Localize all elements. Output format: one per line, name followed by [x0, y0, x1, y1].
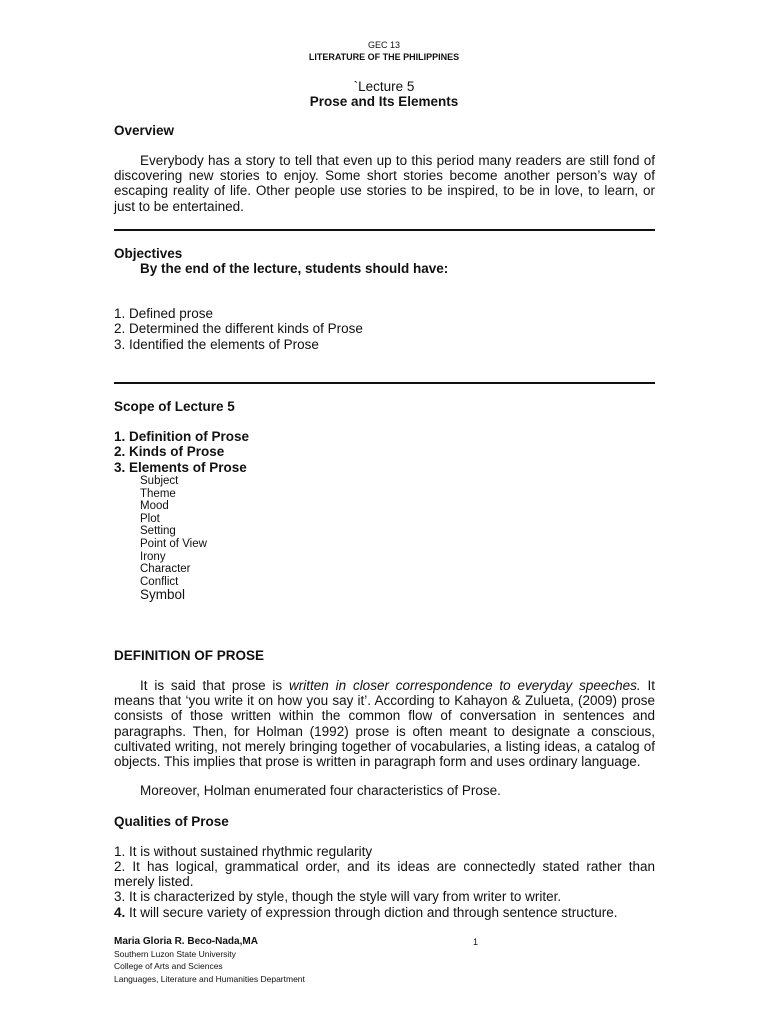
list-item-symbol: Symbol — [140, 587, 186, 602]
list-item: 3. Elements of Prose — [114, 459, 247, 475]
quality-1: 1. It is without sustained rhythmic regularity — [114, 844, 373, 859]
list-item: Theme — [140, 487, 176, 500]
definition-paragraph — [114, 678, 655, 769]
footer-line: College of Arts and Sciences — [114, 961, 223, 972]
footer-line: Southern Luzon State University — [114, 949, 236, 959]
definition-paragraph-2: Moreover, Holman enumerated four characteristics of Prose. — [140, 783, 501, 798]
footer-author: Maria Gloria R. Beco-Nada,MA — [114, 936, 258, 947]
definition-text-start: It is said that prose is — [140, 678, 290, 693]
list-item: Plot — [140, 512, 160, 525]
scope-list — [114, 429, 249, 475]
course-code: GEC 13 — [367, 40, 400, 50]
quality-3: 3. It is characterized by style, though the style will vary from writer to writer. — [114, 889, 562, 904]
divider — [114, 382, 655, 384]
list-item: 2. Kinds of Prose — [114, 444, 225, 460]
page-number: 1 — [473, 937, 479, 947]
objectives-intro: By the end of the lecture, students should have: — [140, 261, 449, 276]
list-item: 1. Defined prose — [114, 306, 214, 321]
overview-heading: Overview — [114, 123, 175, 138]
list-item: 3. Identified the elements of Prose — [114, 336, 319, 352]
divider — [114, 229, 655, 231]
objectives-heading: Objectives — [114, 246, 183, 261]
list-item: Mood — [140, 500, 169, 513]
list-item: Point of View — [140, 537, 207, 550]
list-item: Character — [140, 563, 191, 576]
list-item: Setting — [140, 525, 176, 538]
overview-paragraph: Everybody has a story to tell that even up to this period many readers are still fond of discovering new stories to enjoy. Some short stories become another person’s way of escaping reality of life. Other people use stories to be inspired, to be in love, to learn, or just to be entertained. — [114, 153, 655, 214]
definition-text-rest: It means that ‘you write it on how you say it’. According to Kahayon & Zulueta, (2009) prose consists of those written within the common flow of conversation in sentences and paragraphs. Then, for Holman (1992) prose is often meant to designate a conscious, cultivated writing, not merely bringing together of vocabularies, a listing ideas, a catalog of objects. This implies that prose is written in paragraph form and uses ordinary language. — [114, 678, 655, 770]
footer-institution — [114, 948, 305, 985]
qualities-heading: Qualities of Prose — [114, 814, 229, 829]
objectives-list — [114, 306, 363, 352]
course-title: LITERATURE OF THE PHILIPPINES — [308, 52, 460, 62]
definition-italic-text: written in closer correspondence to everyday speeches. — [289, 678, 641, 693]
page-title: Prose and Its Elements — [309, 94, 459, 109]
footer-line: Languages, Literature and Humanities Department — [114, 973, 305, 984]
quality-4-number: 4. — [114, 905, 126, 920]
list-item: Conflict — [140, 575, 179, 588]
list-item: 2. Determined the different kinds of Prose — [114, 321, 363, 337]
definition-heading: DEFINITION OF PROSE — [114, 648, 265, 663]
quality-2: 2. It has logical, grammatical order, and its ideas are connectedly stated rather than merely listed. — [114, 859, 655, 890]
elements-list — [140, 475, 207, 588]
lecture-number: `Lecture 5 — [353, 79, 415, 94]
quality-4-text: It will secure variety of expression through diction and through sentence structure. — [125, 905, 618, 920]
list-item: Irony — [140, 550, 166, 563]
quality-4 — [114, 905, 655, 920]
list-item: 1. Definition of Prose — [114, 429, 250, 444]
scope-heading: Scope of Lecture 5 — [114, 399, 235, 414]
list-item: Subject — [140, 475, 179, 487]
